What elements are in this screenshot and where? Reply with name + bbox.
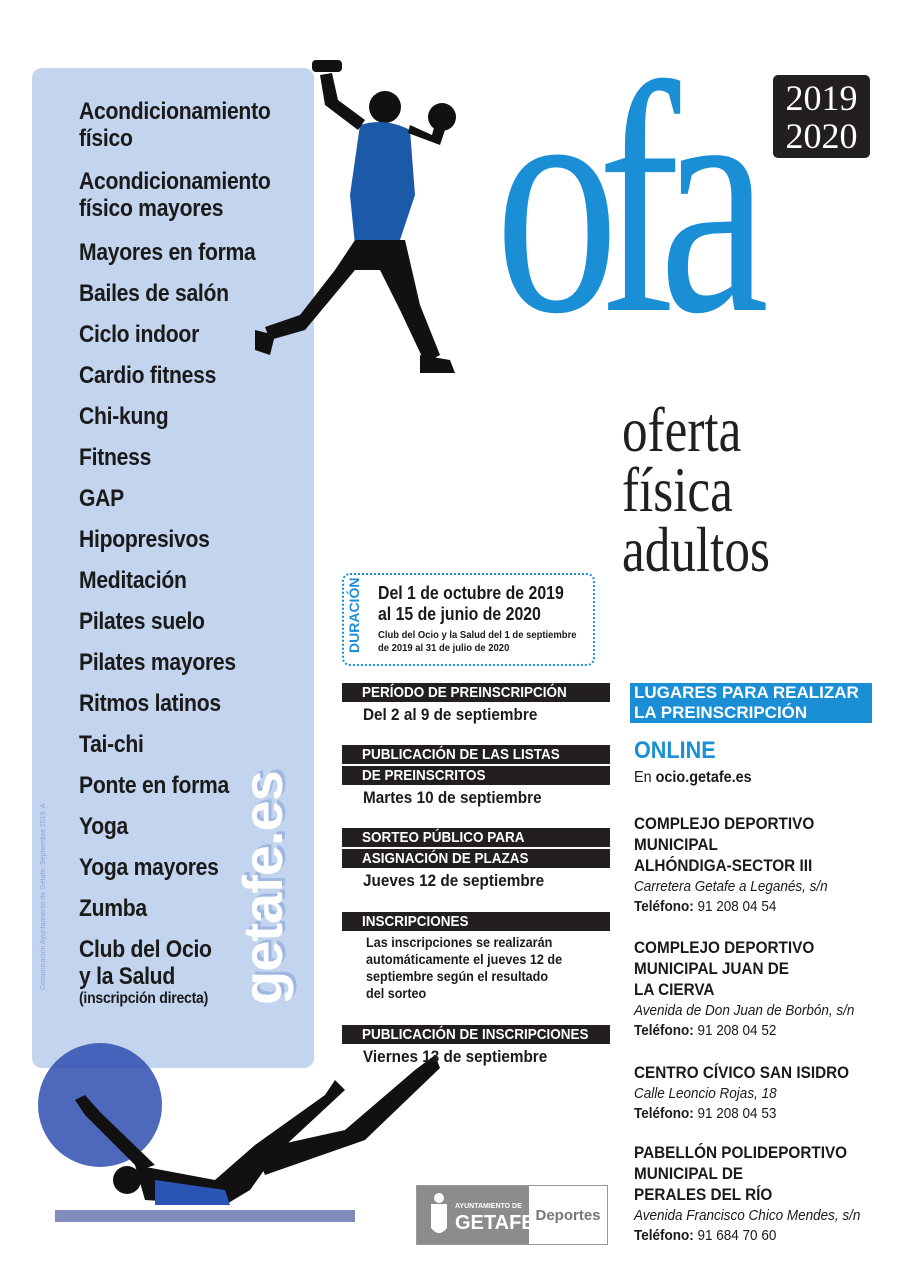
step-title: ASIGNACIÓN DE PLAZAS: [362, 850, 529, 867]
activity-item: [79, 362, 216, 389]
credit-text: Comunicación Ayuntamiento de Getafe. Septiembre 2019. A: [40, 803, 47, 990]
activity-line: Chi-kung: [79, 403, 169, 430]
activity-line: Acondicionamiento: [79, 168, 271, 195]
place-name: ALHÓNDIGA-SECTOR III: [634, 856, 813, 875]
phone-label: Teléfono:: [634, 1022, 694, 1039]
activity-line: Ciclo indoor: [79, 321, 200, 348]
phone-number: 91 208 04 52: [697, 1022, 777, 1039]
activity-line: Acondicionamiento: [79, 98, 271, 125]
activity-line: Zumba: [79, 895, 147, 922]
place-name: COMPLEJO DEPORTIVO: [634, 938, 815, 957]
year-start: 2019: [785, 78, 858, 118]
step-value: Jueves 12 de septiembre: [363, 871, 545, 890]
step-title: DE PREINSCRITOS: [362, 767, 486, 784]
activity-line: Meditación: [79, 567, 187, 594]
activity-line: Ponte en forma: [79, 772, 230, 799]
activity-item: [79, 321, 199, 348]
activity-line: Ritmos latinos: [79, 690, 221, 717]
activity-item: [79, 485, 124, 512]
activity-line: Yoga mayores: [79, 854, 219, 881]
phone-label: Teléfono:: [634, 1105, 694, 1122]
coat-of-arms-icon: [427, 1192, 451, 1240]
phone-number: 91 208 04 54: [697, 898, 777, 915]
activity-line: Yoga: [79, 813, 129, 840]
online-line: [634, 768, 752, 787]
place-address: Calle Leoncio Rojas, 18: [634, 1085, 777, 1102]
activity-item: [79, 403, 168, 430]
activity-item: [79, 98, 270, 152]
places-header: [630, 683, 872, 723]
website-vertical: getafe.es: [231, 771, 294, 1005]
athlete-lunge-image: [250, 55, 480, 400]
step-value: automáticamente el jueves 12 de: [366, 951, 563, 967]
subtitle-fisica: física: [622, 454, 733, 525]
activity-item: [79, 772, 229, 799]
activity-line: Tai-chi: [79, 731, 144, 758]
activity-item: [79, 936, 212, 1007]
place-name: COMPLEJO DEPORTIVO: [634, 814, 815, 833]
duration-line: al 15 de junio de 2020: [378, 604, 541, 624]
activity-item: [79, 608, 205, 635]
step-title: SORTEO PÚBLICO PARA: [362, 829, 525, 846]
place-name: MUNICIPAL JUAN DE: [634, 959, 789, 978]
online-prefix: En: [634, 769, 656, 786]
logo-big-text: GETAFE: [455, 1212, 535, 1234]
phone-number: 91 684 70 60: [697, 1227, 777, 1244]
step-value: Viernes 13 de septiembre: [363, 1047, 548, 1066]
activity-item: [79, 854, 219, 881]
logo-small-text: AYUNTAMIENTO DE: [455, 1203, 522, 1210]
place-name: LA CIERVA: [634, 980, 715, 999]
step-value: Martes 10 de septiembre: [363, 788, 542, 807]
activity-item: [79, 168, 270, 222]
activity-item: [79, 895, 147, 922]
online-url-link[interactable]: ocio.getafe.es: [655, 769, 752, 786]
activity-line: físico mayores: [79, 195, 224, 222]
place-address: Avenida de Don Juan de Borbón, s/n: [634, 1002, 855, 1019]
activity-item: [79, 280, 229, 307]
duration-main: [378, 583, 564, 625]
activity-item: [79, 813, 128, 840]
phone-label: Teléfono:: [634, 898, 694, 915]
logo-department: Deportes: [535, 1206, 601, 1224]
duration-note-line: de 2019 al 31 de julio de 2020: [378, 642, 510, 654]
duration-label: DURACIÓN: [346, 577, 362, 653]
duration-box: [342, 573, 595, 666]
step-title-bar: [342, 912, 610, 931]
activity-item: [79, 649, 236, 676]
duration-note: [378, 629, 577, 655]
activity-item: [79, 526, 210, 553]
pilates-woman-image: [15, 1040, 445, 1230]
place-name: PABELLÓN POLIDEPORTIVO: [634, 1143, 848, 1162]
activity-line: físico: [79, 125, 133, 152]
place-name: PERALES DEL RÍO: [634, 1185, 773, 1204]
step-title-bar: [342, 745, 610, 764]
step-title: PUBLICACIÓN DE LAS LISTAS: [362, 746, 560, 763]
place-name: MUNICIPAL: [634, 835, 718, 854]
step-title: PUBLICACIÓN DE INSCRIPCIONES: [362, 1026, 589, 1043]
year-end: 2020: [785, 116, 858, 156]
duration-note-line: Club del Ocio y la Salud del 1 de septiembre: [378, 629, 577, 641]
place-phone: [634, 1021, 776, 1040]
place-phone: [634, 897, 776, 916]
activity-line: Club del Ocio: [79, 936, 212, 963]
places-header-line: LA PREINSCRIPCIÓN: [634, 703, 808, 722]
step-title-bar: [342, 683, 610, 702]
place-phone: [634, 1104, 776, 1123]
activity-line: Pilates mayores: [79, 649, 236, 676]
step-value: Las inscripciones se realizarán: [366, 934, 553, 950]
place-address: Carretera Getafe a Leganés, s/n: [634, 878, 828, 895]
step-value: septiembre según el resultado: [366, 968, 549, 984]
activity-line: Cardio fitness: [79, 362, 217, 389]
duration-line: Del 1 de octubre de 2019: [378, 583, 564, 603]
activity-line: Mayores en forma: [79, 239, 256, 266]
place-name: MUNICIPAL DE: [634, 1164, 744, 1183]
activity-item: [79, 239, 256, 266]
year-badge: [773, 75, 870, 158]
places-header-line: LUGARES PARA REALIZAR: [634, 683, 859, 702]
step-title-bar: [342, 828, 610, 847]
activity-line: Hipopresivos: [79, 526, 210, 553]
phone-number: 91 208 04 53: [697, 1105, 777, 1122]
step-title: INSCRIPCIONES: [362, 913, 469, 930]
getafe-deportes-logo: [416, 1185, 608, 1245]
activity-line: Fitness: [79, 444, 152, 471]
getafe-logo-block: [417, 1186, 535, 1244]
phone-label: Teléfono:: [634, 1227, 694, 1244]
activity-item: [79, 567, 187, 594]
online-title: ONLINE: [634, 737, 716, 764]
activity-item: [79, 731, 144, 758]
step-title-bar: [342, 849, 610, 868]
ofa-logo: ofa: [495, 17, 749, 382]
activity-item: [79, 444, 151, 471]
activity-note: (inscripción directa): [79, 990, 209, 1007]
activity-line: y la Salud: [79, 963, 175, 990]
place-address: Avenida Francisco Chico Mendes, s/n: [634, 1207, 861, 1224]
subtitle-adultos: adultos: [622, 514, 770, 585]
step-title-bar: [342, 766, 610, 785]
activity-line: Pilates suelo: [79, 608, 205, 635]
activity-item: [79, 690, 221, 717]
subtitle-oferta: oferta: [622, 394, 742, 465]
step-title: PERÍODO DE PREINSCRIPCIÓN: [362, 684, 567, 701]
step-title-bar: [342, 1025, 610, 1044]
place-phone: [634, 1226, 776, 1245]
activity-line: Bailes de salón: [79, 280, 229, 307]
step-value: del sorteo: [366, 985, 427, 1001]
place-name: CENTRO CÍVICO SAN ISIDRO: [634, 1063, 850, 1082]
step-value: Del 2 al 9 de septiembre: [363, 705, 538, 724]
activity-line: GAP: [79, 485, 124, 512]
